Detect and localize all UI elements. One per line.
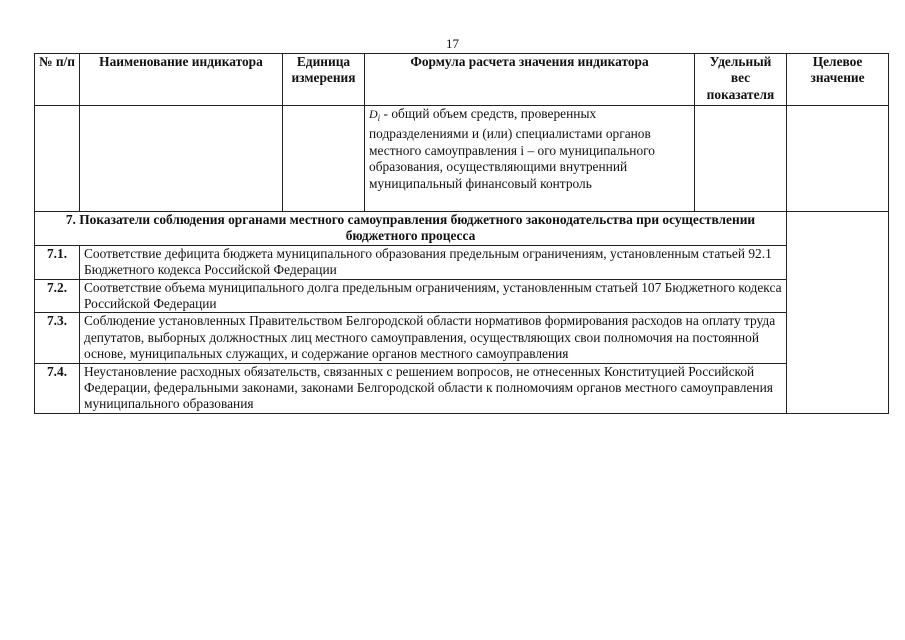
formula-text-cell (365, 106, 695, 212)
item-text: Неустановление расходных обязательств, связанных с решением вопросов, не отнесенных Конституцией Российской Федерации, федеральными законами, законами Белгородской области к полномочиям органов местного самоуправления муниципального образования (80, 363, 787, 413)
formula-variable: $D_i$ (369, 107, 381, 123)
table-row (35, 245, 889, 279)
table-header-row (35, 54, 889, 106)
item-text: Соответствие объема муниципального долга предельным ограничениям, установленным статьей 107 Бюджетного кодекса Российской Федерации (80, 279, 787, 313)
header-weight: Удельный вес показателя (695, 54, 787, 106)
table-row (35, 279, 889, 313)
formula-num-cell (35, 106, 80, 212)
page-number: 17 (446, 36, 459, 51)
indicator-table (34, 53, 889, 414)
header-name: Наименование индикатора (80, 54, 283, 106)
section-title: 7. Показатели соблюдения органами местного самоуправления бюджетного законодательства при осуществлении бюджетного процесса (35, 212, 787, 246)
item-text: Соответствие дефицита бюджета муниципального образования предельным ограничениям, установленным статьей 92.1 Бюджетного кодекса Российской Федерации (80, 245, 787, 279)
formula-weight-cell (695, 106, 787, 212)
header-unit: Единица измерения (283, 54, 365, 106)
formula-text-rest: подразделениями и (или) специалистами органов местного самоуправления i – ого муниципального образования, осуществляющими внутренний муниципальный финансовый контроль (369, 126, 656, 191)
item-num: 7.3. (35, 313, 80, 363)
header-formula: Формула расчета значения индикатора (365, 54, 695, 106)
formula-row (35, 106, 889, 212)
formula-unit-cell (283, 106, 365, 212)
item-num: 7.2. (35, 279, 80, 313)
table-row (35, 313, 889, 363)
formula-name-cell (80, 106, 283, 212)
section-row (35, 212, 889, 246)
item-num: 7.4. (35, 363, 80, 413)
item-text: Соблюдение установленных Правительством Белгородской области нормативов формирования расходов на оплату труда депутатов, выборных должностных лиц местного самоуправления, осуществляющих свои полномочия на постоянной основе, муниципальных служащих, и содержание органов местного самоуправления (80, 313, 787, 363)
table-row (35, 363, 889, 413)
formula-target-cell (787, 106, 889, 212)
item-num: 7.1. (35, 245, 80, 279)
formula-text-line1: - общий объем средств, проверенных (380, 106, 597, 121)
header-num: № п/п (35, 54, 80, 106)
header-target: Целевое значение (787, 54, 889, 106)
section-target-cell (787, 212, 889, 414)
